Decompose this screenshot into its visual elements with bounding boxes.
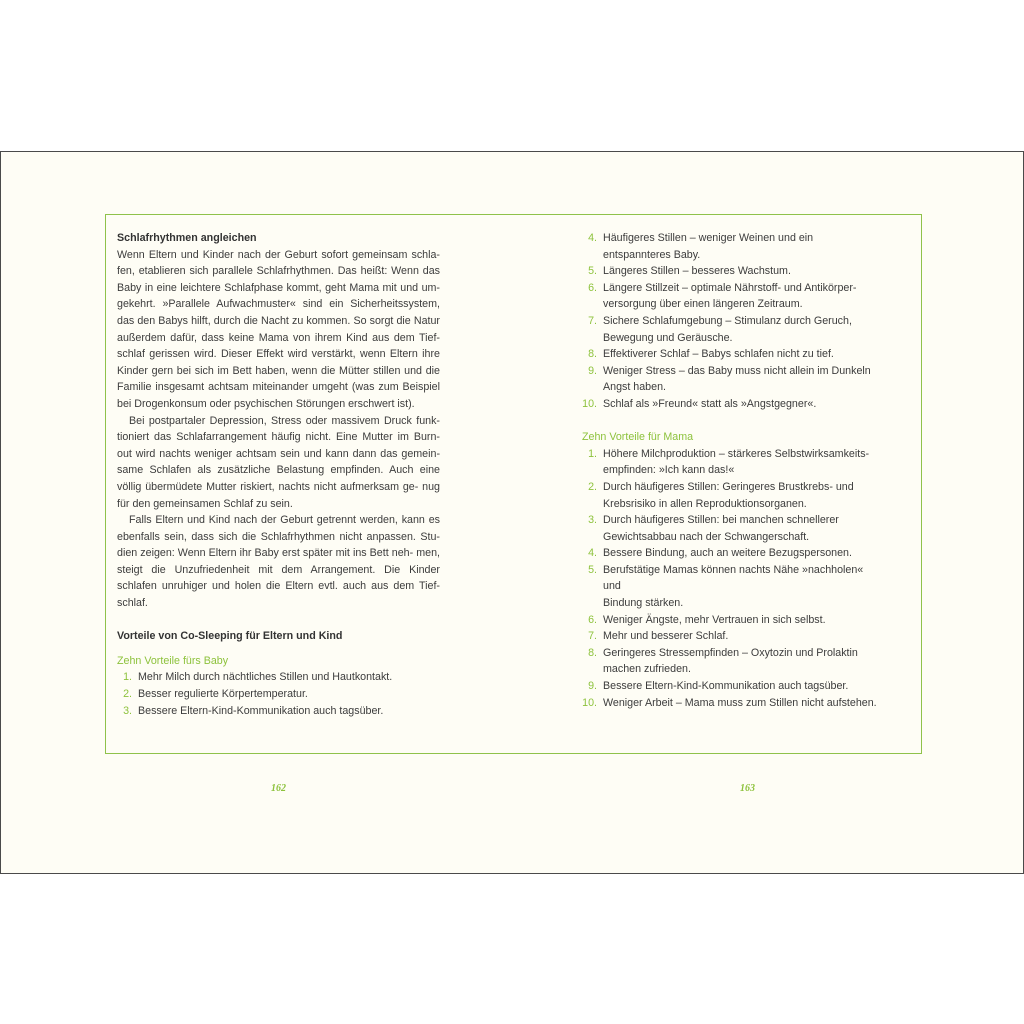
spacer	[582, 413, 882, 430]
list-text: entspannteres Baby.	[603, 248, 701, 261]
text-line: ebenfalls sein, dass sich die Schlafrhythmen nicht anpassen. Stu-	[117, 530, 440, 543]
list-item	[582, 230, 882, 263]
list-text: Höhere Milchproduktion – stärkeres Selbstwirksamkeits-	[603, 447, 870, 460]
list-item	[582, 346, 882, 363]
text-line: das den Babys hilft, durch die Nacht zu kommen. So sorgt die Natur	[117, 314, 440, 327]
text-line: Wenn Eltern und Kinder nach der Geburt sofort gemeinsam schla-	[117, 248, 440, 261]
paragraph-1	[117, 247, 440, 413]
list-number: 4.	[588, 232, 597, 244]
list-number: 3.	[588, 514, 597, 527]
spacer	[117, 612, 440, 629]
list-text: Durch häufigeres Stillen: bei manchen schnellerer	[603, 514, 839, 527]
list-item	[582, 628, 882, 645]
list-text: empfinden: »Ich kann das!«	[603, 464, 735, 477]
list-text: Längere Stillzeit – optimale Nährstoff- und Antikörper-	[603, 281, 857, 294]
list-text: Effektiverer Schlaf – Babys schlafen nicht zu tief.	[603, 348, 834, 361]
list-number: 10.	[582, 696, 597, 709]
text-line: fen, etablieren sich parallele Schlafrhythmen. Das heißt: Wenn das	[117, 265, 440, 278]
list-number: 2.	[588, 480, 597, 493]
list-text: Weniger Arbeit – Mama muss zum Stillen nicht aufstehen.	[603, 696, 877, 709]
text-line: Familie insgesamt achtsam miteinander umgeht (was zum Beispiel	[117, 381, 440, 394]
list-item	[582, 678, 882, 695]
text-line: schlaf gerissen wird. Dieser Effekt wird verstärkt, wenn Eltern ihre	[117, 348, 440, 361]
list-text: Bessere Bindung, auch an weitere Bezugspersonen.	[603, 547, 852, 560]
list-text: versorgung über einen längeren Zeitraum.	[603, 298, 803, 311]
list-text: Bessere Eltern-Kind-Kommunikation auch tagsüber.	[138, 704, 384, 717]
list-number: 10.	[582, 397, 597, 410]
section-heading: Schlafrhythmen angleichen	[117, 232, 257, 244]
list-item	[582, 396, 882, 413]
mama-list-title: Zehn Vorteile für Mama	[582, 431, 694, 444]
list-item	[582, 479, 882, 512]
list-item	[117, 669, 440, 686]
paragraph-3	[117, 512, 440, 612]
list-number: 8.	[588, 348, 597, 361]
paragraph-2	[117, 413, 440, 513]
list-number: 7.	[588, 314, 597, 327]
list-text: Bessere Eltern-Kind-Kommunikation auch tagsüber.	[603, 680, 849, 693]
text-line: same Schlafen als zusätzliche Belastung empfinden. Auch eine	[117, 464, 440, 477]
list-text: Sichere Schlafumgebung – Stimulanz durch Geruch,	[603, 314, 852, 327]
list-text: Bindung stärken.	[603, 597, 684, 610]
baby-benefits-list-part2	[582, 230, 882, 413]
text-line: völlig übermüdete Mutter riskiert, nachts nicht aufmerksam ge-	[117, 480, 419, 493]
list-item	[117, 686, 440, 703]
list-text: Berufstätige Mamas können nachts Nähe »nachholen« und	[603, 563, 864, 593]
co-sleeping-subheading: Vorteile von Co-Sleeping für Eltern und Kind	[117, 630, 343, 643]
list-item	[582, 545, 882, 562]
text-line: bei Drogenkonsum oder psychischen Störungen erschwert ist).	[117, 397, 415, 410]
text-line: Bei postpartaler Depression, Stress oder massivem Druck funk-	[129, 414, 440, 427]
list-text: machen zufrieden.	[603, 663, 691, 676]
baby-list-title: Zehn Vorteile fürs Baby	[117, 654, 229, 667]
list-item	[582, 512, 882, 545]
list-item	[582, 363, 882, 396]
text-line: out wird nachts weniger achtsam sein und kann dann das gemein-	[117, 447, 440, 460]
right-page-column	[582, 230, 882, 711]
text-line: Baby in eine leichtere Schlafphase kommt, geht Mama mit und um-	[117, 281, 440, 294]
list-number: 3.	[123, 704, 132, 717]
list-item	[582, 645, 882, 678]
text-line: außerdem dafür, dass keine Mama von ihrem Kind aus dem Tief-	[117, 331, 440, 344]
list-number: 2.	[123, 688, 132, 701]
list-text: Gewichtsabbau nach der Schwangerschaft.	[603, 530, 810, 543]
list-text: Besser regulierte Körpertemperatur.	[138, 688, 308, 701]
list-text: Mehr und besserer Schlaf.	[603, 630, 729, 643]
list-text: Mehr Milch durch nächtliches Stillen und Hautkontakt.	[138, 671, 393, 684]
list-number: 7.	[588, 630, 597, 643]
list-text: Längeres Stillen – besseres Wachstum.	[603, 265, 791, 278]
list-item	[117, 703, 440, 720]
content-frame	[105, 214, 922, 754]
text-line: gekehrt. »Parallele Aufwachmuster« sind ein Sicherheitssystem,	[117, 298, 440, 311]
list-number: 6.	[588, 281, 597, 294]
list-text: Angst haben.	[603, 381, 666, 394]
list-number: 6.	[588, 613, 597, 626]
list-text: Schlaf als »Freund« statt als »Angstgegner«.	[603, 397, 817, 410]
mama-benefits-list	[582, 446, 882, 712]
list-item	[582, 263, 882, 280]
list-item	[582, 280, 882, 313]
list-item	[582, 562, 882, 612]
spacer	[117, 645, 440, 653]
list-item	[582, 695, 882, 712]
list-text: Bewegung und Geräusche.	[603, 331, 733, 344]
list-item	[582, 612, 882, 629]
list-number: 1.	[588, 447, 597, 460]
list-text: Weniger Ängste, mehr Vertrauen in sich selbst.	[603, 613, 826, 626]
list-text: Geringeres Stressempfinden – Oxytozin und Prolaktin	[603, 646, 858, 659]
list-number: 8.	[588, 646, 597, 659]
list-number: 5.	[588, 265, 597, 278]
page-number-right: 163	[740, 783, 755, 794]
list-number: 9.	[588, 364, 597, 377]
list-text: Krebsrisiko in allen Reproduktionsorganen.	[603, 497, 807, 510]
text-line: Falls Eltern und Kind nach der Geburt getrennt werden, kann es	[129, 514, 440, 527]
list-text: Häufigeres Stillen – weniger Weinen und ein	[603, 232, 814, 244]
text-line: schlafen unruhiger und holen die Eltern evtl. auch aus dem Tief-	[117, 580, 440, 593]
list-number: 9.	[588, 680, 597, 693]
list-item	[582, 446, 882, 479]
text-line: men, steigt die Unzufriedenheit mit dem Arrangement. Die Kinder	[117, 547, 440, 576]
left-page-column	[117, 230, 440, 719]
text-line: nug für den gemeinsamen Schlaf zu sein.	[117, 480, 440, 510]
list-text: Weniger Stress – das Baby muss nicht allein im Dunkeln	[603, 364, 871, 377]
page-number-left: 162	[271, 783, 286, 794]
text-line: Kinder gern bei sich im Bett haben, wenn die Mütter stillen und die	[117, 364, 440, 377]
text-line: dien zeigen: Wenn Eltern ihr Baby erst später mit ins Bett neh-	[117, 547, 414, 560]
list-item	[582, 313, 882, 346]
book-spread	[0, 151, 1024, 874]
list-text: Durch häufigeres Stillen: Geringeres Brustkrebs- und	[603, 480, 854, 493]
baby-benefits-list-part1	[117, 669, 440, 719]
text-line: tioniert das Schlafarrangement häufig nicht. Eine Mutter im Burn-	[117, 431, 440, 444]
list-number: 5.	[588, 563, 597, 576]
list-number: 1.	[123, 671, 132, 684]
list-number: 4.	[588, 547, 597, 560]
text-line: schlaf.	[117, 597, 148, 610]
